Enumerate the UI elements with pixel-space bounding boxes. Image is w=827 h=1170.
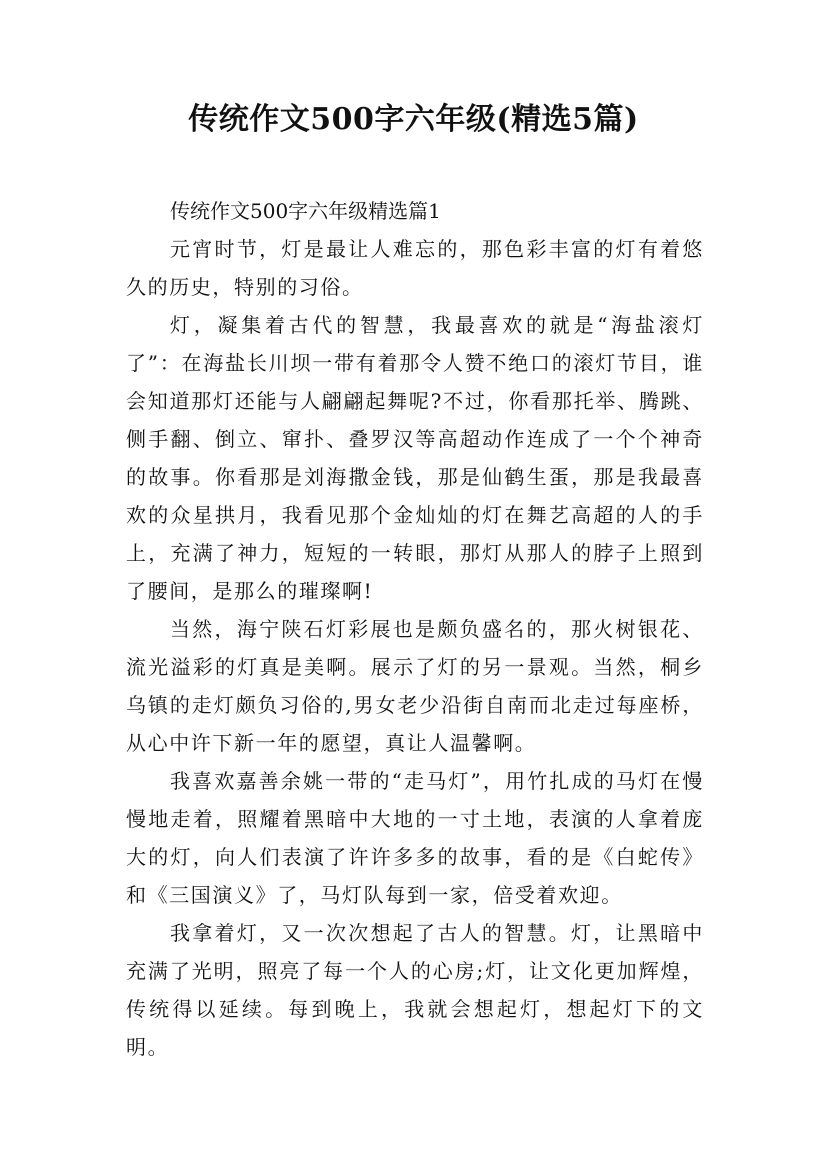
paragraph-1: 元宵时节，灯是最让人难忘的，那色彩丰富的灯有着悠久的历史，特别的习俗。 — [126, 237, 704, 299]
document-title: 传统作文500字六年级(精选5篇) — [188, 102, 639, 137]
paragraph-3: 当然，海宁陕石灯彩展也是颇负盛名的，那火树银花、流光溢彩的灯真是美啊。展示了灯的另一景观。当然，桐乡乌镇的走灯颇负习俗的,男女老少沿街自南而北走过每座桥，从心中许下新一年的愿望，真让人温馨啊。 — [126, 617, 704, 755]
paragraph-5: 我拿着灯，又一次次想起了古人的智慧。灯，让黑暗中充满了光明，照亮了每一个人的心房;灯，让文化更加辉煌，传统得以延续。每到晚上，我就会想起灯，想起灯下的文明。 — [126, 921, 704, 1059]
document-body — [126, 192, 704, 1066]
paragraph-4: 我喜欢嘉善余姚一带的“走马灯”，用竹扎成的马灯在慢慢地走着，照耀着黑暗中大地的一寸土地，表演的人拿着庞大的灯，向人们表演了许许多多的故事，看的是《白蛇传》和《三国演义》了，马灯队每到一家，倍受着欢迎。 — [126, 769, 704, 907]
paragraph-2: 灯，凝集着古代的智慧，我最喜欢的就是“海盐滚灯了”：在海盐长川坝一带有着那令人赞不绝口的滚灯节目，谁会知道那灯还能与人翩翩起舞呢?不过，你看那托举、腾跳、侧手翻、倒立、窜扑、叠罗汉等高超动作连成了一个个神奇的故事。你看那是刘海撒金钱，那是仙鹤生蛋，那是我最喜欢的众星拱月，我看见那个金灿灿的灯在舞艺高超的人的手上，充满了神力，短短的一转眼，那灯从那人的脖子上照到了腰间，是那么的璀璨啊! — [126, 313, 704, 603]
section-heading: 传统作文500字六年级精选篇1 — [170, 199, 441, 223]
